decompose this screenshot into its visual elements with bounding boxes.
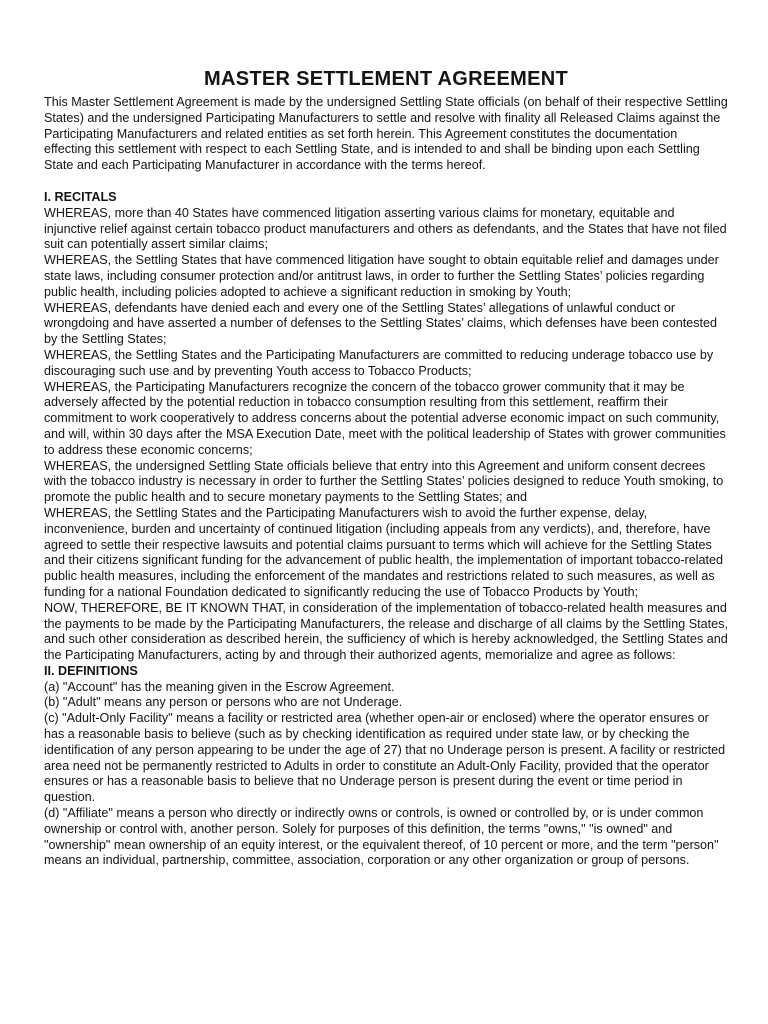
recital-paragraph: WHEREAS, the Participating Manufacturers recognize the concern of the tobacco grower community that it may be adversely affected by the potential reduction in tobacco consumption resulting from this settlement, reaffirm their commitment to work cooperatively to address concerns about the potential adverse economic impact on such community, and will, within 30 days after the MSA Execution Date, meet with the political leadership of States with grower communities to address these economic concerns;	[44, 379, 726, 457]
recital-paragraph: NOW, THEREFORE, BE IT KNOWN THAT, in consideration of the implementation of tobacco-related health measures and the payments to be made by the Participating Manufacturers, the release and discharge of all claims by the Settling States, and such other consideration as described herein, the sufficiency of which is hereby acknowledged, the Settling States and the Participating Manufacturers, acting by and through their authorized agents, memorialize and agree as follows:	[44, 600, 728, 663]
section-heading-definitions: II. DEFINITIONS	[44, 663, 138, 678]
recital-paragraph: WHEREAS, the Settling States that have commenced litigation have sought to obtain equitable relief and damages under state laws, including consumer protection and/or antitrust laws, in order to further the Settling States’ policies regarding public health, including policies adopted to achieve a significant reduction in smoking by Youth;	[44, 253, 719, 299]
definition-paragraph: (d) "Affiliate" means a person who directly or indirectly owns or controls, is owned or controlled by, or is under common ownership or control with, another person. Solely for purposes of this definition, the terms "owns," "is owned" and "ownership" mean ownership of an equity interest, or the equivalent thereof, of 10 percent or more, and the term "person" means an individual, partnership, committee, association, corporation or any other organization or group of persons.	[44, 806, 719, 868]
document-title: MASTER SETTLEMENT AGREEMENT	[203, 68, 569, 90]
definition-paragraph: (a) "Account" has the meaning given in the Escrow Agreement.	[44, 679, 395, 694]
recital-paragraph: WHEREAS, the Settling States and the Participating Manufacturers wish to avoid the further expense, delay, inconvenience, burden and uncertainty of continued litigation (including appeals from any verdicts), and, therefore, have agreed to settle their respective lawsuits and potential claims pursuant to terms which will achieve for the Settling States and their citizens significant funding for the advancement of public health, the implementation of important tobacco-related public health measures, including the enforcement of the mandates and restrictions related to such measures, as well as funding for a national Foundation dedicated to significantly reducing the use of Tobacco Products by Youth;	[44, 505, 724, 599]
definition-paragraph: (b) "Adult" means any person or persons who are not Underage.	[44, 695, 403, 710]
recital-paragraph: WHEREAS, more than 40 States have commenced litigation asserting various claims for monetary, equitable and injunctive relief against certain tobacco product manufacturers and others as defendants, and the States that have not filed suit can potentially assert similar claims;	[44, 205, 727, 252]
intro-paragraph: This Master Settlement Agreement is made by the undersigned Settling State officials (on behalf of their respective Settling States) and the undersigned Participating Manufacturers to settle and resolve with finality all Released Claims against the Participating Manufacturers and related entities as set forth herein. This Agreement constitutes the documentation effecting this settlement with respect to each Settling State, and is intended to and shall be binding upon each Settling State and each Participating Manufacturer in accordance with the terms hereof.	[44, 95, 728, 173]
definitions-section	[44, 664, 728, 869]
recital-paragraph: WHEREAS, the Settling States and the Participating Manufacturers are committed to reducing underage tobacco use by discouraging such use and by preventing Youth access to Tobacco Products;	[44, 347, 714, 378]
section-heading-recitals: I. RECITALS	[44, 189, 117, 204]
section-spacer	[44, 174, 728, 190]
recital-paragraph: WHEREAS, the undersigned Settling State officials believe that entry into this Agreement and uniform consent decrees with the tobacco industry is necessary in order to further the Settling States’ policies designed to reduce Youth smoking, to promote the public health and to secure monetary payments to the Settling States; and	[44, 458, 724, 505]
definition-paragraph: (c) "Adult-Only Facility" means a facility or restricted area (whether open-air or enclosed) where the operator ensures or has a reasonable basis to believe (such as by checking identification as required under state law, or by checking the identification of any person appearing to be under the age of 27) that no Underage person is present. A facility or restricted area need not be permanently restricted to Adults in order to constitute an Adult-Only Facility, provided that the operator ensures or has a reasonable basis to believe that no Underage person is present during the event or time period in question.	[44, 711, 726, 805]
recital-paragraph: WHEREAS, defendants have denied each and every one of the Settling States’ allegations of unlawful conduct or wrongdoing and have asserted a number of defenses to the Settling States’ claims, which defenses have been contested by the Settling States;	[44, 300, 718, 347]
recitals-section	[44, 190, 728, 664]
